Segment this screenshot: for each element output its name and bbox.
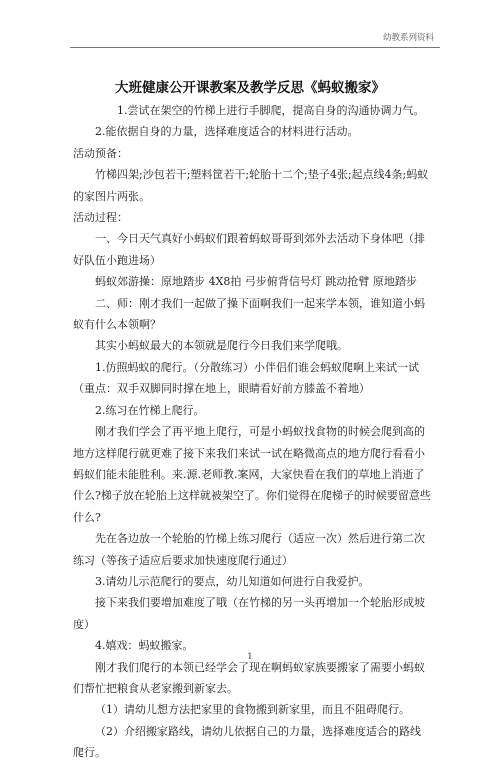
goal-paragraph-1: 1.尝试在架空的竹梯上进行手脚爬，提高自身的沟通协调力气。 [117,104,425,117]
process-paragraph-9: 3.请幼儿示范爬行的要点，幼儿知道如何进行自我爱护。 [95,574,370,588]
document-body [73,100,431,764]
process-paragraph-13: （1）请幼儿想方法把家里的食物搬到新家里，而且不阻碍爬行。 [95,703,410,717]
header-series-label: 幼教系列资料 [382,33,434,43]
process-paragraph-12: 刚才我们爬行的本领已经学会了现在啊蚂蚁家族要搬家了需要小蚂蚁们帮忙把粮食从老家搬到新家去。 [73,660,425,695]
process-paragraph-4: 其实小蚂蚁最大的本领就是爬行今日我们来学爬哦。 [95,339,348,353]
process-paragraph-2: 蚂蚁郊游操：原地踏步 4X8拍 弓步俯背信号灯 跳动抢臂 原地踏步 [95,275,417,289]
process-paragraph-1: 一、今日天气真好小蚂蚁们跟着蚂蚁哥哥到郊外去活动下身体吧（排好队伍小跑进场） [73,232,425,267]
section-heading-process: 活动过程： [73,211,128,225]
process-paragraph-14: （2）介绍搬家路线，请幼儿依据自己的力量，选择难度适合的路线爬行。 [73,724,421,760]
document-title: 大班健康公开课教案及教学反思《蚂蚁搬家》 [115,80,385,96]
process-paragraph-6: 2.练习在竹梯上爬行。 [95,403,205,417]
section-heading-preparation: 活动预备： [73,146,128,160]
process-paragraph-7: 刚才我们学会了再平地上爬行，可是小蚂蚁找食物的时候会爬到高的地方这样爬行就更难了接下来我们来试一试在略微高点的地方爬行看看小蚂蚁们能未能胜利。来.源.老师教.案网，大家快看在我们的草地上消逝了什么?梯子放在轮胎上这样就被架空了。你们觉得在爬梯子的时候要留意些什么? [73,425,431,524]
process-paragraph-11: 4.嬉戏：蚂蚁搬家。 [95,639,194,653]
process-paragraph-5: 1.仿照蚂蚁的爬行。（分散练习）小伴侣们谁会蚂蚁爬啊上来试一试（重点：双手双脚同时撑在地上，眼睛看好前方膝盖不着地） [73,360,419,396]
header-rule [70,47,440,48]
goal-paragraph-2: 2.能依据自身的力量，选择难度适合的材料进行活动。 [95,125,359,139]
page-number: 1 [247,652,253,662]
process-paragraph-10: 接下来我们要增加难度了哦（在竹梯的另一头再增加一个轮胎形成坡度） [73,596,425,631]
process-paragraph-8: 先在各边放一个轮胎的竹梯上练习爬行（适应一次）然后进行第二次练习（等孩子适应后要求加快速度爬行通过） [73,532,425,567]
process-paragraph-3: 二、师：刚才我们一起做了操下面啊我们一起来学本领，谁知道小蚂蚁有什么本领啊？ [73,296,425,332]
materials-paragraph: 竹梯四架;沙包若干;塑料筐若干;轮胎十二个;垫子4张;起点线4条;蚂蚁的家图片两张。 [73,168,429,203]
